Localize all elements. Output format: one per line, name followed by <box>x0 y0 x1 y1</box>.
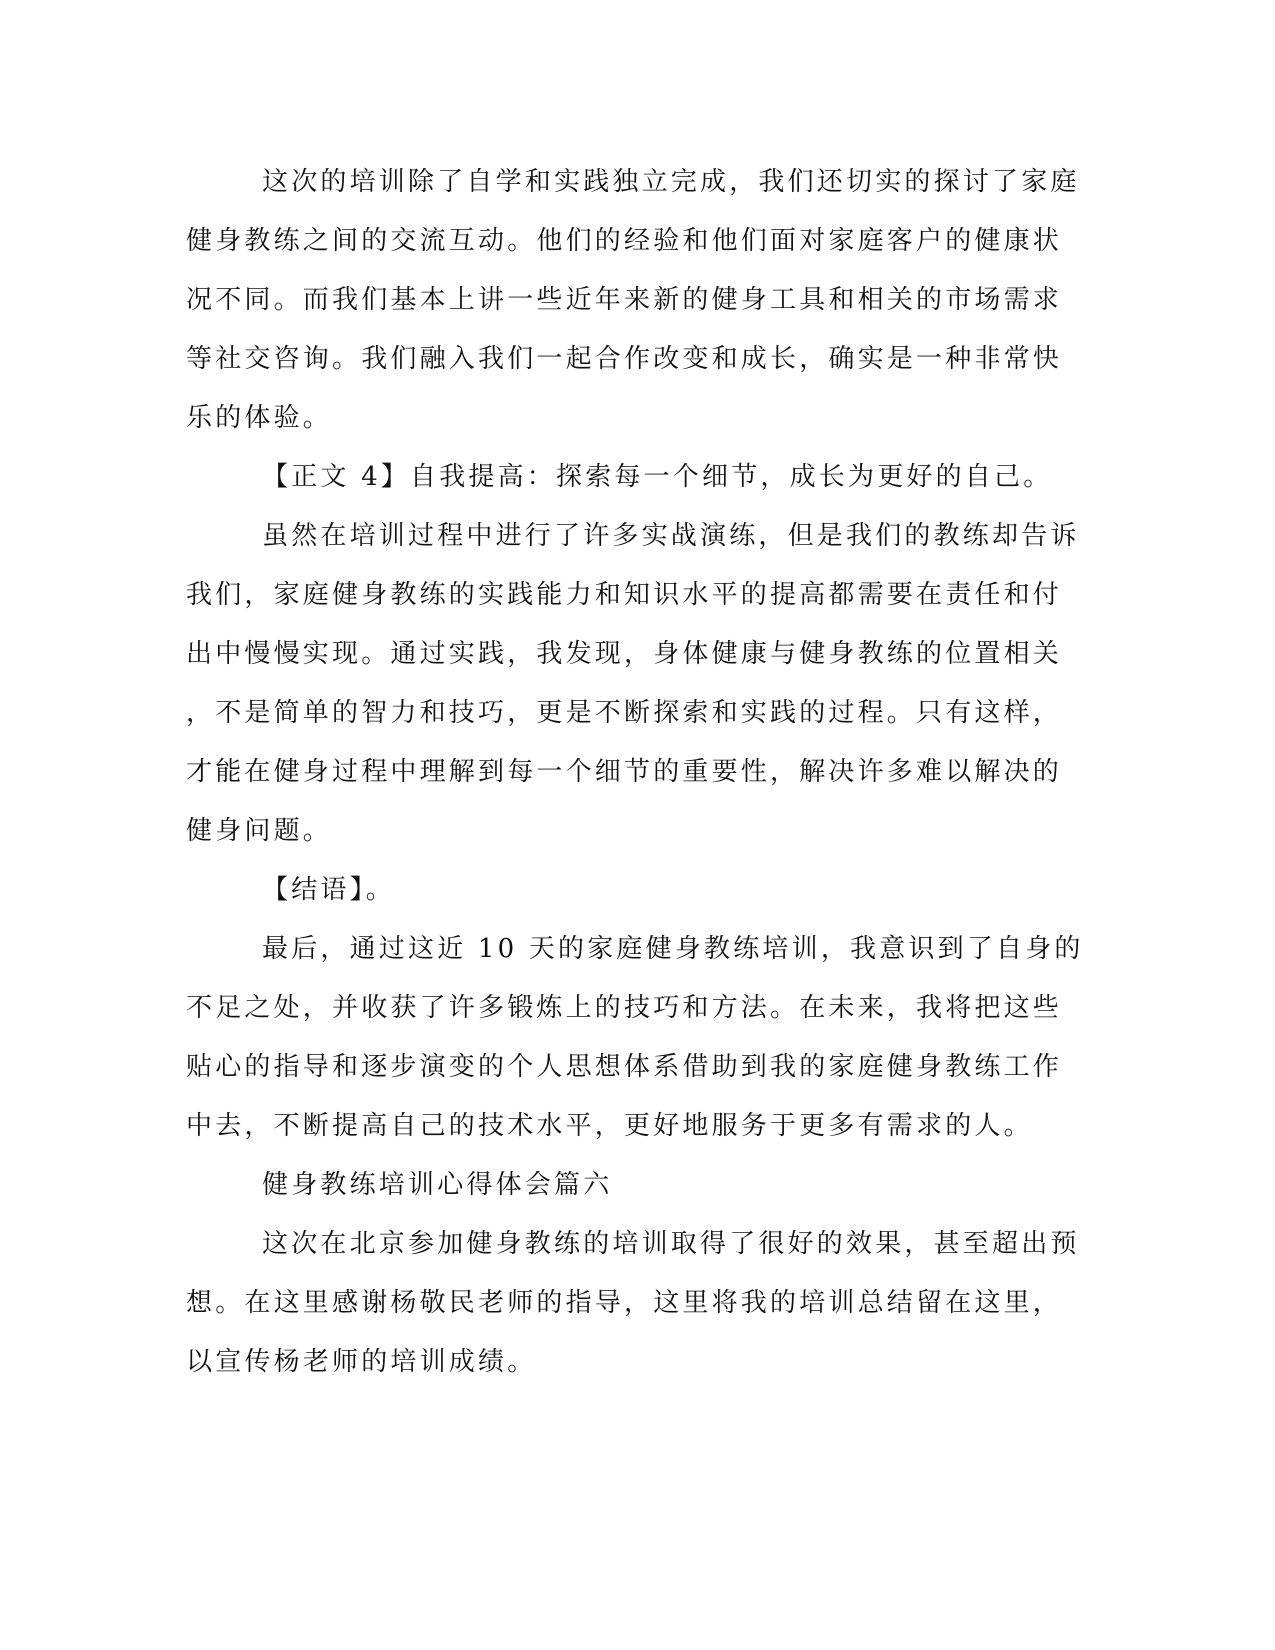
body-line: 出中慢慢实现。通过实践，我发现，身体健康与健身教练的位置相关 <box>186 639 1063 669</box>
section-heading: 【正文 4】自我提高：探索每一个细节，成长为更好的自己。 <box>262 462 1053 492</box>
body-line: 中去，不断提高自己的技术水平，更好地服务于更多有需求的人。 <box>186 1111 1033 1141</box>
body-line: 这次在北京参加健身教练的培训取得了很好的效果，甚至超出预 <box>262 1229 1080 1259</box>
section-title: 健身教练培训心得体会篇六 <box>262 1170 613 1200</box>
body-line: 虽然在培训过程中进行了许多实战演练，但是我们的教练却告诉 <box>262 521 1080 551</box>
body-line: 最后，通过这近 10 天的家庭健身教练培训，我意识到了自身的 <box>262 934 1084 964</box>
body-line: 乐的体验。 <box>186 403 333 433</box>
body-line: 才能在健身过程中理解到每一个细节的重要性，解决许多难以解决的 <box>186 757 1063 787</box>
section-heading: 【结语】。 <box>262 875 396 905</box>
body-line: ，不是简单的智力和技巧，更是不断探索和实践的过程。只有这样， <box>186 698 1063 728</box>
body-line: 等社交咨询。我们融入我们一起合作改变和成长，确实是一种非常快 <box>186 344 1063 374</box>
body-line: 想。在这里感谢杨敬民老师的指导，这里将我的培训总结留在这里， <box>186 1288 1063 1318</box>
body-line: 这次的培训除了自学和实践独立完成，我们还切实的探讨了家庭 <box>262 167 1080 197</box>
body-line: 我们，家庭健身教练的实践能力和知识水平的提高都需要在责任和付 <box>186 580 1063 610</box>
body-line: 健身问题。 <box>186 816 333 846</box>
body-line: 以宣传杨老师的培训成绩。 <box>186 1347 537 1377</box>
body-line: 不足之处，并收获了许多锻炼上的技巧和方法。在未来，我将把这些 <box>186 993 1063 1023</box>
body-line: 贴心的指导和逐步演变的个人思想体系借助到我的家庭健身教练工作 <box>186 1052 1063 1082</box>
body-line: 健身教练之间的交流互动。他们的经验和他们面对家庭客户的健康状 <box>186 226 1063 256</box>
body-line: 况不同。而我们基本上讲一些近年来新的健身工具和相关的市场需求 <box>186 285 1063 315</box>
